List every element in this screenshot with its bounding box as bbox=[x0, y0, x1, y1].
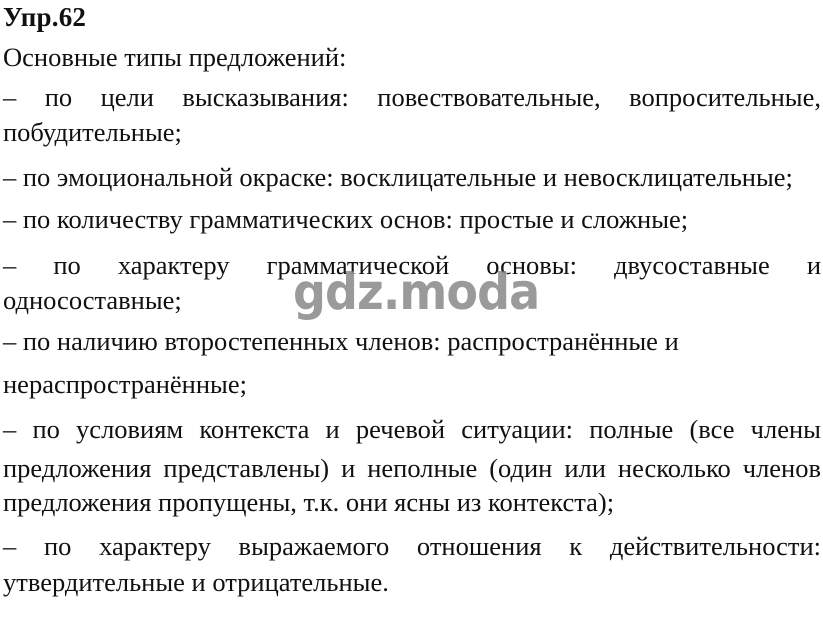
intro-line: Основные типы предложений: bbox=[3, 42, 347, 72]
exercise-page bbox=[3, 0, 823, 630]
secondary-members-line-1: – по наличию второстепенных членов: распространённые и bbox=[3, 326, 679, 356]
bases-count-line: – по количеству грамматических основ: простые и сложные; bbox=[3, 204, 689, 234]
watermark-logo: gdz.moda bbox=[293, 263, 540, 321]
purpose-line-2: побудительные; bbox=[3, 117, 182, 147]
context-line-1: – по условиям контекста и речевой ситуации: полные (все члены bbox=[3, 414, 821, 444]
emotion-line: – по эмоциональной окраске: восклицательные и невосклицательные; bbox=[3, 162, 793, 192]
base-type-line-2: односоставные; bbox=[3, 285, 182, 315]
purpose-line-1: – по цели высказывания: повествовательные, вопросительные, bbox=[3, 82, 821, 112]
attitude-line-2: утвердительные и отрицательные. bbox=[3, 567, 389, 597]
context-line-2: предложения представлены) и неполные (один или несколько членов bbox=[3, 453, 821, 483]
attitude-line-1: – по характеру выражаемого отношения к действительности: bbox=[3, 531, 821, 561]
base-type-line-1: – по характеру грамматической основы: двусоставные и bbox=[3, 250, 821, 280]
secondary-members-line-2: нераспространённые; bbox=[3, 369, 247, 399]
exercise-title: Упр.62 bbox=[3, 2, 87, 32]
context-line-3: предложения пропущены, т.к. они ясны из контекста); bbox=[3, 487, 615, 517]
